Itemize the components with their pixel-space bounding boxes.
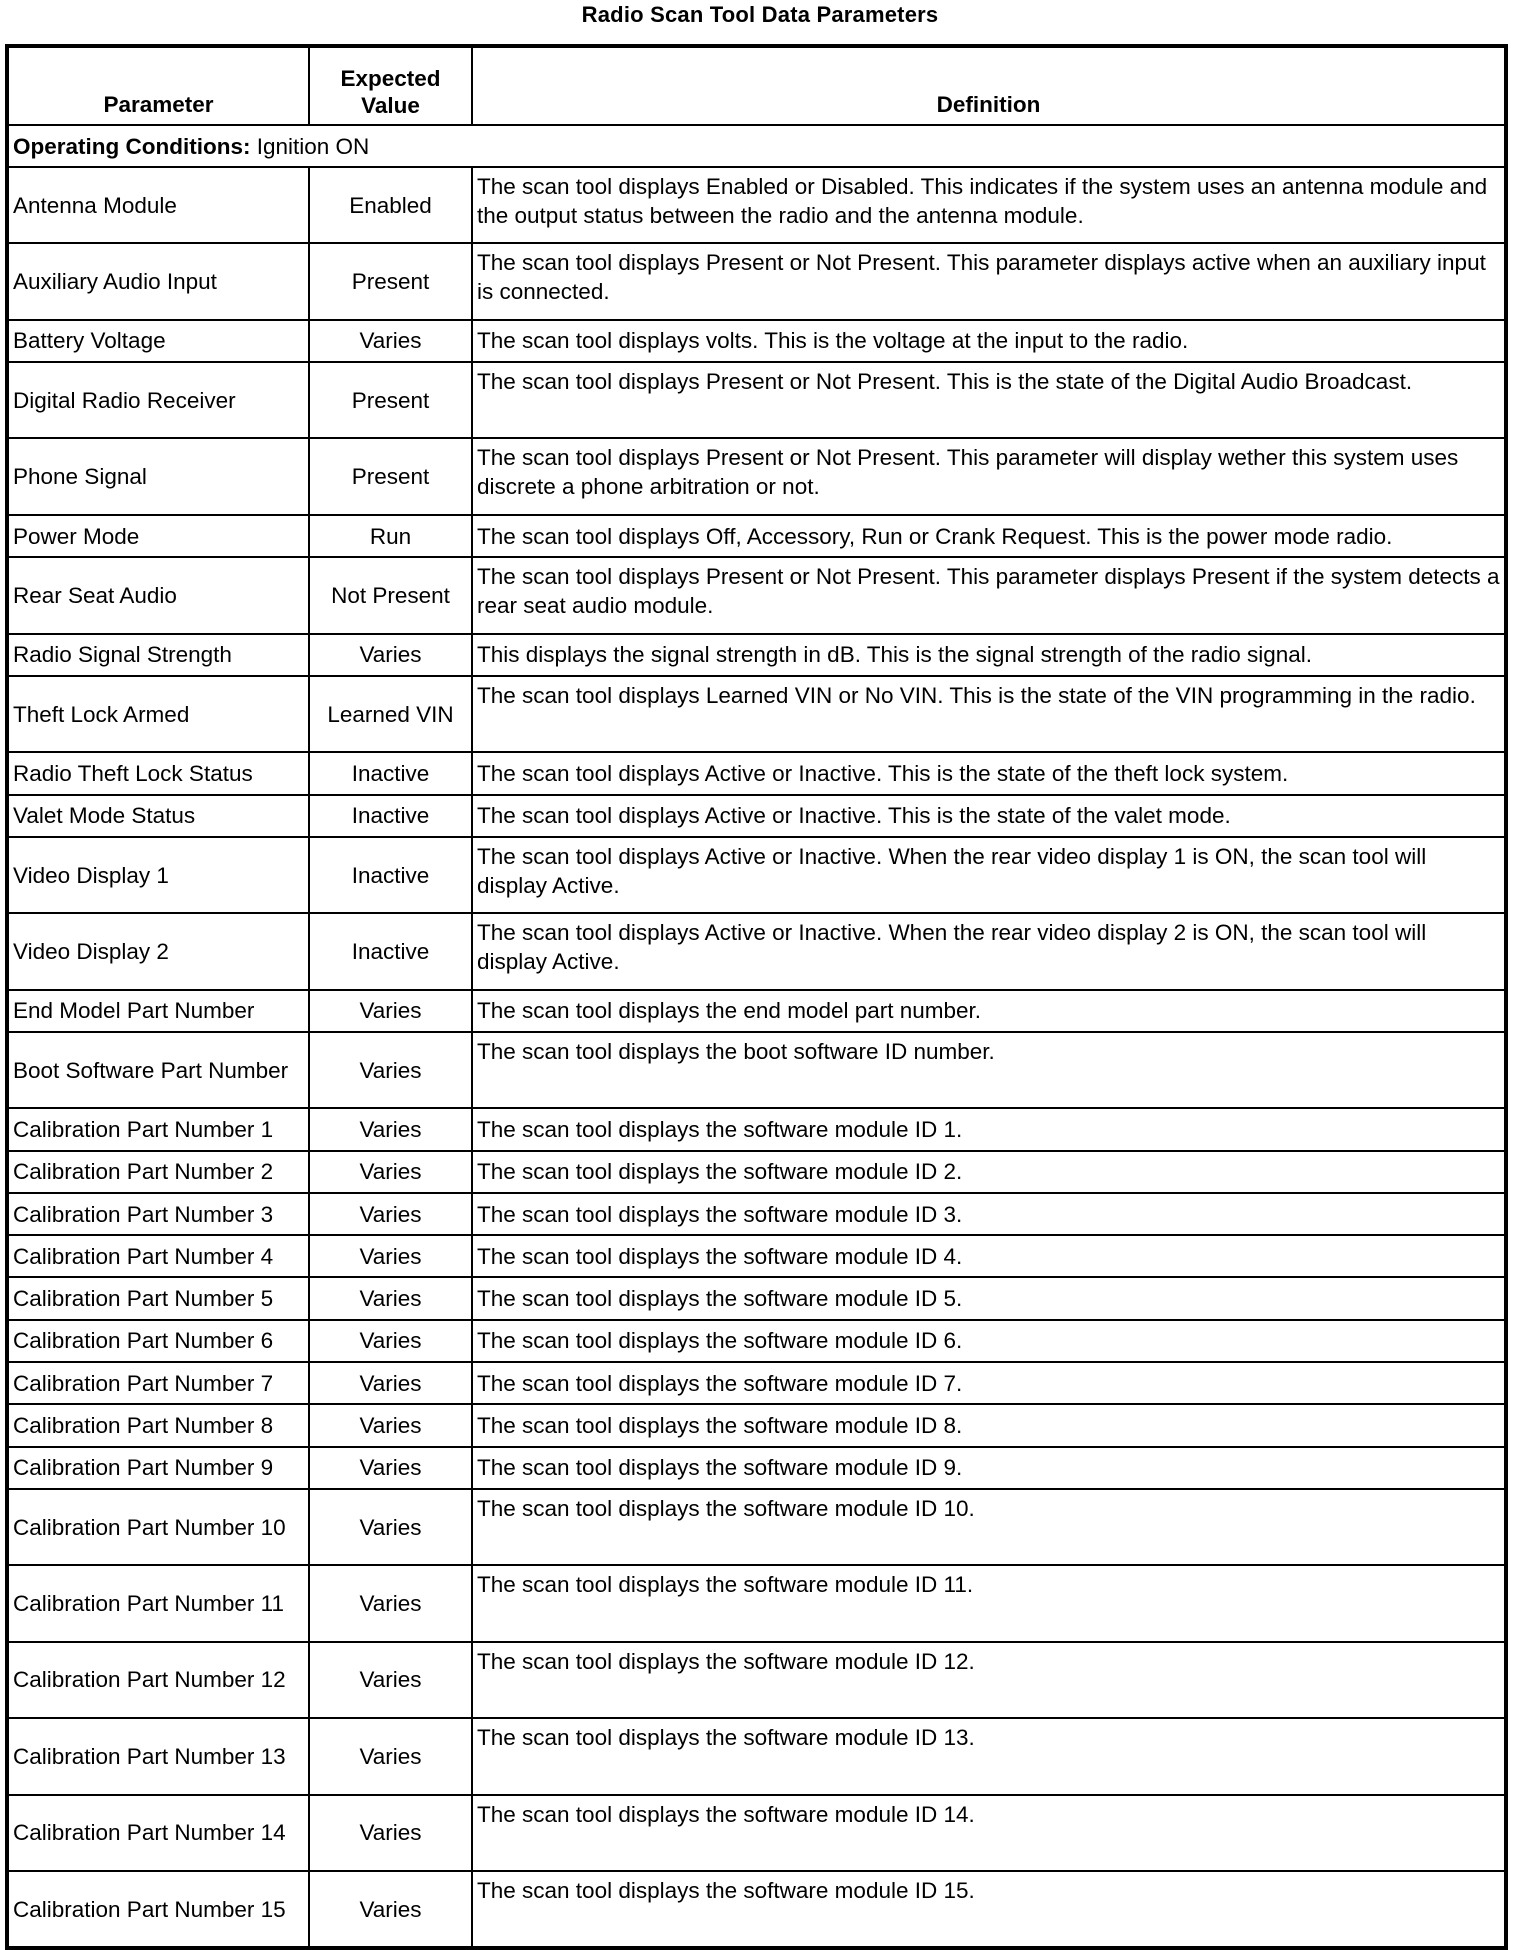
table-row [7,1151,1506,1193]
definition-cell: The scan tool displays volts. This is the voltage at the input to the radio. [472,320,1506,362]
table-row [7,913,1506,989]
parameter-cell: Calibration Part Number 9 [7,1447,309,1489]
expected-value-cell: Varies [309,1871,472,1948]
parameter-cell: Battery Voltage [7,320,309,362]
expected-value-cell: Inactive [309,752,472,794]
definition-cell: The scan tool displays the software module ID 10. [472,1489,1506,1565]
parameter-cell: Antenna Module [7,167,309,243]
definition-cell: The scan tool displays the software module ID 7. [472,1362,1506,1404]
parameter-cell: Rear Seat Audio [7,557,309,633]
definition-cell: The scan tool displays the software module ID 13. [472,1718,1506,1794]
expected-value-cell: Present [309,438,472,514]
table-row [7,990,1506,1032]
table-row [7,1193,1506,1235]
definition-cell: The scan tool displays the software module ID 5. [472,1277,1506,1319]
table-row [7,1362,1506,1404]
table-row [7,515,1506,557]
table-row [7,1277,1506,1319]
definition-cell: The scan tool displays the software module ID 3. [472,1193,1506,1235]
definition-cell: The scan tool displays the software module ID 9. [472,1447,1506,1489]
expected-value-cell: Varies [309,1489,472,1565]
definition-cell: The scan tool displays Enabled or Disabled. This indicates if the system uses an antenna module and the output status between the radio and the antenna module. [472,167,1506,243]
table-row [7,167,1506,243]
table-row [7,1718,1506,1794]
definition-cell: The scan tool displays the software module ID 12. [472,1642,1506,1718]
table-row [7,1108,1506,1150]
parameter-cell: Radio Theft Lock Status [7,752,309,794]
expected-value-cell: Varies [309,990,472,1032]
parameter-cell: Calibration Part Number 8 [7,1404,309,1446]
parameter-cell: Video Display 1 [7,837,309,913]
definition-cell: The scan tool displays Active or Inactive. When the rear video display 1 is ON, the scan tool will display Active. [472,837,1506,913]
definition-cell: The scan tool displays the boot software ID number. [472,1032,1506,1108]
table-row [7,1404,1506,1446]
parameter-cell: Valet Mode Status [7,795,309,837]
expected-value-cell: Varies [309,1320,472,1362]
header-expected-value: Expected Value [309,46,472,125]
expected-value-cell: Inactive [309,837,472,913]
parameter-cell: Calibration Part Number 6 [7,1320,309,1362]
expected-value-cell: Varies [309,1193,472,1235]
table-row [7,1795,1506,1871]
expected-value-cell: Varies [309,1718,472,1794]
parameter-cell: Calibration Part Number 2 [7,1151,309,1193]
expected-value-cell: Run [309,515,472,557]
expected-value-cell: Varies [309,1642,472,1718]
parameter-cell: Boot Software Part Number [7,1032,309,1108]
parameter-cell: Calibration Part Number 1 [7,1108,309,1150]
definition-cell: This displays the signal strength in dB. This is the signal strength of the radio signal. [472,634,1506,676]
expected-value-cell: Varies [309,1032,472,1108]
expected-value-cell: Varies [309,1235,472,1277]
operating-conditions-value: Ignition ON [250,133,370,159]
table-row [7,795,1506,837]
operating-conditions-row [7,125,1506,167]
expected-value-cell: Varies [309,1362,472,1404]
table-row [7,243,1506,319]
parameter-cell: Calibration Part Number 5 [7,1277,309,1319]
parameter-cell: End Model Part Number [7,990,309,1032]
table-row [7,1235,1506,1277]
definition-cell: The scan tool displays the software module ID 2. [472,1151,1506,1193]
table-row [7,1871,1506,1948]
parameter-cell: Calibration Part Number 14 [7,1795,309,1871]
table-row [7,634,1506,676]
definition-cell: The scan tool displays Present or Not Present. This is the state of the Digital Audio Broadcast. [472,362,1506,438]
definition-cell: The scan tool displays the software module ID 14. [472,1795,1506,1871]
definition-cell: The scan tool displays Present or Not Present. This parameter will display wether this system uses discrete a phone arbitration or not. [472,438,1506,514]
definition-cell: The scan tool displays Active or Inactive. When the rear video display 2 is ON, the scan tool will display Active. [472,913,1506,989]
definition-cell: The scan tool displays Present or Not Present. This parameter displays active when an auxiliary input is connected. [472,243,1506,319]
parameter-cell: Calibration Part Number 15 [7,1871,309,1948]
definition-cell: The scan tool displays the software module ID 1. [472,1108,1506,1150]
parameter-cell: Power Mode [7,515,309,557]
expected-value-cell: Present [309,243,472,319]
operating-conditions [7,125,1506,167]
expected-value-cell: Enabled [309,167,472,243]
expected-value-cell: Varies [309,1277,472,1319]
expected-value-cell: Varies [309,1795,472,1871]
definition-cell: The scan tool displays Learned VIN or No VIN. This is the state of the VIN programming in the radio. [472,676,1506,752]
parameter-cell: Theft Lock Armed [7,676,309,752]
header-definition: Definition [472,46,1506,125]
definition-cell: The scan tool displays the end model part number. [472,990,1506,1032]
parameter-cell: Calibration Part Number 13 [7,1718,309,1794]
table-row [7,557,1506,633]
parameter-cell: Calibration Part Number 12 [7,1642,309,1718]
definition-cell: The scan tool displays the software module ID 15. [472,1871,1506,1948]
parameter-cell: Digital Radio Receiver [7,362,309,438]
expected-value-cell: Not Present [309,557,472,633]
expected-value-cell: Varies [309,1447,472,1489]
parameter-cell: Calibration Part Number 11 [7,1565,309,1641]
parameter-cell: Radio Signal Strength [7,634,309,676]
expected-value-cell: Varies [309,634,472,676]
parameters-table [5,44,1508,1950]
operating-conditions-label: Operating Conditions: [13,133,251,159]
expected-value-cell: Varies [309,1108,472,1150]
expected-value-cell: Present [309,362,472,438]
definition-cell: The scan tool displays Active or Inactive. This is the state of the valet mode. [472,795,1506,837]
parameter-cell: Calibration Part Number 4 [7,1235,309,1277]
expected-value-cell: Inactive [309,913,472,989]
expected-value-cell: Varies [309,1151,472,1193]
page-title: Radio Scan Tool Data Parameters [581,2,939,27]
definition-cell: The scan tool displays the software module ID 8. [472,1404,1506,1446]
parameter-cell: Calibration Part Number 7 [7,1362,309,1404]
definition-cell: The scan tool displays Off, Accessory, Run or Crank Request. This is the power mode radio. [472,515,1506,557]
expected-value-cell: Varies [309,1404,472,1446]
table-row [7,1642,1506,1718]
expected-value-cell: Learned VIN [309,676,472,752]
table-row [7,837,1506,913]
expected-value-cell: Inactive [309,795,472,837]
parameter-cell: Auxiliary Audio Input [7,243,309,319]
parameter-cell: Calibration Part Number 10 [7,1489,309,1565]
table-row [7,752,1506,794]
table-row [7,1447,1506,1489]
parameter-cell: Video Display 2 [7,913,309,989]
expected-value-cell: Varies [309,1565,472,1641]
table-row [7,1565,1506,1641]
expected-value-cell: Varies [309,320,472,362]
table-row [7,676,1506,752]
table-row [7,438,1506,514]
definition-cell: The scan tool displays the software module ID 11. [472,1565,1506,1641]
table-row [7,362,1506,438]
header-parameter: Parameter [7,46,309,125]
table-row [7,1489,1506,1565]
header-row [7,46,1506,125]
definition-cell: The scan tool displays the software module ID 6. [472,1320,1506,1362]
table-row [7,1032,1506,1108]
table-row [7,320,1506,362]
definition-cell: The scan tool displays the software module ID 4. [472,1235,1506,1277]
definition-cell: The scan tool displays Present or Not Present. This parameter displays Present if the system detects a rear seat audio module. [472,557,1506,633]
definition-cell: The scan tool displays Active or Inactive. This is the state of the theft lock system. [472,752,1506,794]
parameter-cell: Calibration Part Number 3 [7,1193,309,1235]
parameter-cell: Phone Signal [7,438,309,514]
table-row [7,1320,1506,1362]
